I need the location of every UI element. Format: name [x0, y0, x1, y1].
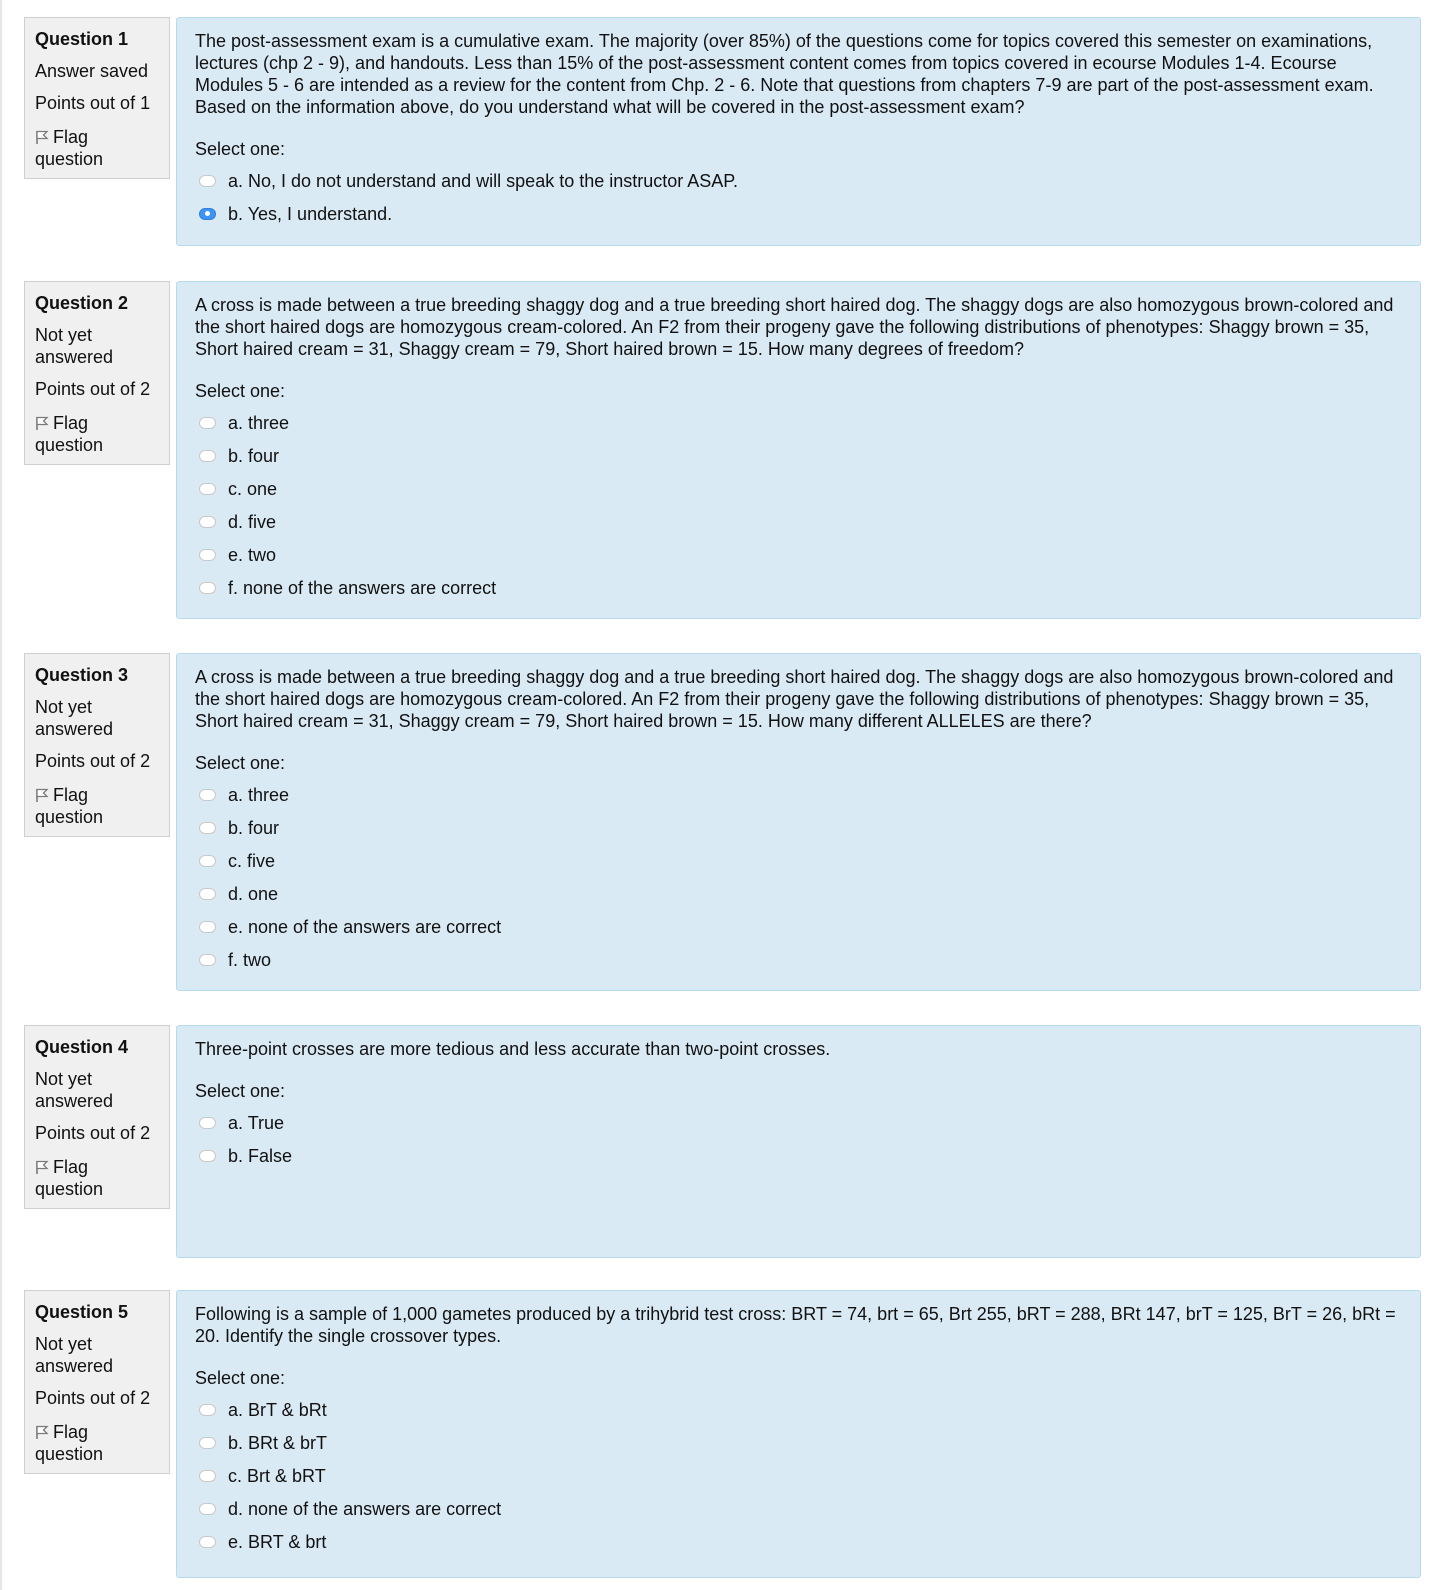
- question-grade: Points out of 2: [35, 1123, 151, 1143]
- flag-icon: [35, 1424, 49, 1440]
- question-info: [24, 1025, 170, 1209]
- answer-option[interactable]: [195, 571, 1402, 604]
- answer-option[interactable]: [195, 1139, 1402, 1172]
- question-number: Question 4: [35, 1037, 129, 1057]
- answer-label: e. two: [228, 544, 277, 565]
- question-state: Not yet answered: [35, 1069, 114, 1111]
- flag-question-button[interactable]: [35, 1421, 159, 1465]
- radio-button[interactable]: [199, 483, 216, 495]
- question-text: A cross is made between a true breeding shaggy dog and a true breeding short haired dog. The shaggy dogs are also homozygous brown-colored and the short haired dogs are homozygous cream-colored. An F2 from their progeny gave the following distributions of phenotypes: Shaggy brown = 35, Short haired cream = 31, Shaggy cream = 79, Short haired brown = 15. How many different ALLELES are there?: [195, 667, 1394, 731]
- question-grade: Points out of 2: [35, 751, 151, 771]
- answer-option[interactable]: [195, 1459, 1402, 1492]
- page-left-edge: [0, 0, 2, 1590]
- select-one-prompt: Select one:: [195, 381, 286, 401]
- answer-label: a. three: [228, 784, 290, 805]
- radio-button[interactable]: [199, 582, 216, 594]
- select-one-prompt: Select one:: [195, 1368, 286, 1388]
- question-text: A cross is made between a true breeding shaggy dog and a true breeding short haired dog. The shaggy dogs are also homozygous brown-colored and the short haired dogs are homozygous cream-colored. An F2 from their progeny gave the following distributions of phenotypes: Shaggy brown = 35, Short haired cream = 31, Shaggy cream = 79, Short haired brown = 15. How many degrees of freedom?: [195, 295, 1394, 359]
- answer-option[interactable]: [195, 877, 1402, 910]
- answer-option[interactable]: [195, 472, 1402, 505]
- question-state: Not yet answered: [35, 325, 114, 367]
- answer-label: d. none of the answers are correct: [228, 1498, 502, 1519]
- answer-label: b. BRt & brT: [228, 1432, 328, 1453]
- answer-label: b. four: [228, 445, 280, 466]
- answer-label: e. BRT & brt: [228, 1531, 327, 1552]
- question-number: Question 2: [35, 293, 129, 313]
- radio-button[interactable]: [199, 1150, 216, 1162]
- answer-label: d. one: [228, 883, 279, 904]
- radio-button[interactable]: [199, 1404, 216, 1416]
- select-one-prompt: Select one:: [195, 1081, 286, 1101]
- question-number: Question 5: [35, 1302, 129, 1322]
- question-content: [176, 17, 1421, 246]
- answer-option[interactable]: [195, 811, 1402, 844]
- question-text: Following is a sample of 1,000 gametes produced by a trihybrid test cross: BRT = 74, brt = 65, Brt 255, bRT = 288, BRt 147, brT = 125, BrT = 26, bRt = 20. Identify the single crossover types.: [195, 1304, 1396, 1346]
- question-state: Answer saved: [35, 61, 149, 81]
- radio-button[interactable]: [199, 789, 216, 801]
- answer-label: b. four: [228, 817, 280, 838]
- flag-label: Flag question: [35, 785, 104, 827]
- answer-label: a. three: [228, 412, 290, 433]
- flag-icon: [35, 1159, 49, 1175]
- answer-option[interactable]: [195, 844, 1402, 877]
- flag-label: Flag question: [35, 1422, 104, 1464]
- radio-button[interactable]: [199, 417, 216, 429]
- answer-label: c. five: [228, 850, 276, 871]
- answer-label: c. one: [228, 478, 278, 499]
- question-content: [176, 1290, 1421, 1578]
- question-number: Question 1: [35, 29, 129, 49]
- flag-label: Flag question: [35, 1157, 104, 1199]
- answer-option[interactable]: [195, 538, 1402, 571]
- question-grade: Points out of 2: [35, 1388, 151, 1408]
- radio-button[interactable]: [199, 888, 216, 900]
- question-info: [24, 1290, 170, 1474]
- question-state: Not yet answered: [35, 1334, 114, 1376]
- question-info: [24, 281, 170, 465]
- question-info: [24, 17, 170, 179]
- radio-button[interactable]: [199, 954, 216, 966]
- question-content: [176, 281, 1421, 619]
- answer-option[interactable]: [195, 943, 1402, 976]
- flag-question-button[interactable]: [35, 784, 159, 828]
- question-grade: Points out of 1: [35, 93, 151, 113]
- flag-label: Flag question: [35, 127, 104, 169]
- radio-button[interactable]: [199, 175, 216, 187]
- radio-button[interactable]: [199, 855, 216, 867]
- flag-label: Flag question: [35, 413, 104, 455]
- radio-button[interactable]: [199, 516, 216, 528]
- answer-option[interactable]: [195, 164, 1402, 197]
- flag-question-button[interactable]: [35, 126, 159, 170]
- question-state: Not yet answered: [35, 697, 114, 739]
- answer-label: f. two: [228, 949, 272, 970]
- radio-button[interactable]: [199, 1437, 216, 1449]
- radio-button[interactable]: [199, 1503, 216, 1515]
- answer-option[interactable]: [195, 1393, 1402, 1426]
- question-number: Question 3: [35, 665, 129, 685]
- answer-label: a. True: [228, 1112, 285, 1133]
- answer-option[interactable]: [195, 1426, 1402, 1459]
- radio-button[interactable]: [199, 1470, 216, 1482]
- question-text: The post-assessment exam is a cumulative exam. The majority (over 85%) of the questions come for topics covered this semester on examinations, lectures (chp 2 - 9), and handouts. Less than 15% of the post-assessment content comes from topics covered in ecourse Modules 1-4. Ecourse Modules 5 - 6 are intended as a review for the content from Chp. 2 - 6. Note that questions from chapters 7-9 are part of the post-assessment exam. Based on the information above, do you understand what will be covered in the post-assessment exam?: [195, 31, 1374, 117]
- answer-option[interactable]: [195, 1525, 1402, 1558]
- radio-button[interactable]: [199, 1536, 216, 1548]
- answer-option[interactable]: [195, 406, 1402, 439]
- question-text: Three-point crosses are more tedious and less accurate than two-point crosses.: [195, 1039, 831, 1059]
- flag-question-button[interactable]: [35, 412, 159, 456]
- answer-option[interactable]: [195, 910, 1402, 943]
- question-content: [176, 1025, 1421, 1258]
- radio-button[interactable]: [199, 1117, 216, 1129]
- answer-label: a. BrT & bRt: [228, 1399, 327, 1420]
- answer-label: a. No, I do not understand and will speak to the instructor ASAP.: [228, 170, 738, 191]
- answer-option[interactable]: [195, 1106, 1402, 1139]
- radio-button[interactable]: [199, 822, 216, 834]
- radio-button[interactable]: [199, 208, 216, 220]
- flag-question-button[interactable]: [35, 1156, 159, 1200]
- flag-icon: [35, 129, 49, 145]
- select-one-prompt: Select one:: [195, 753, 286, 773]
- answer-label: c. Brt & bRT: [228, 1465, 326, 1486]
- answer-option[interactable]: [195, 1492, 1402, 1525]
- radio-button[interactable]: [199, 921, 216, 933]
- flag-icon: [35, 787, 49, 803]
- answer-option[interactable]: [195, 197, 1402, 230]
- answer-label: f. none of the answers are correct: [228, 577, 497, 598]
- question-grade: Points out of 2: [35, 379, 151, 399]
- answer-label: b. False: [228, 1145, 293, 1166]
- answer-label: b. Yes, I understand.: [228, 203, 393, 224]
- radio-button[interactable]: [199, 450, 216, 462]
- question-content: [176, 653, 1421, 991]
- answer-option[interactable]: [195, 439, 1402, 472]
- question-info: [24, 653, 170, 837]
- answer-label: d. five: [228, 511, 277, 532]
- radio-button[interactable]: [199, 549, 216, 561]
- answer-option[interactable]: [195, 505, 1402, 538]
- answer-label: e. none of the answers are correct: [228, 916, 502, 937]
- answer-option[interactable]: [195, 778, 1402, 811]
- flag-icon: [35, 415, 49, 431]
- select-one-prompt: Select one:: [195, 139, 286, 159]
